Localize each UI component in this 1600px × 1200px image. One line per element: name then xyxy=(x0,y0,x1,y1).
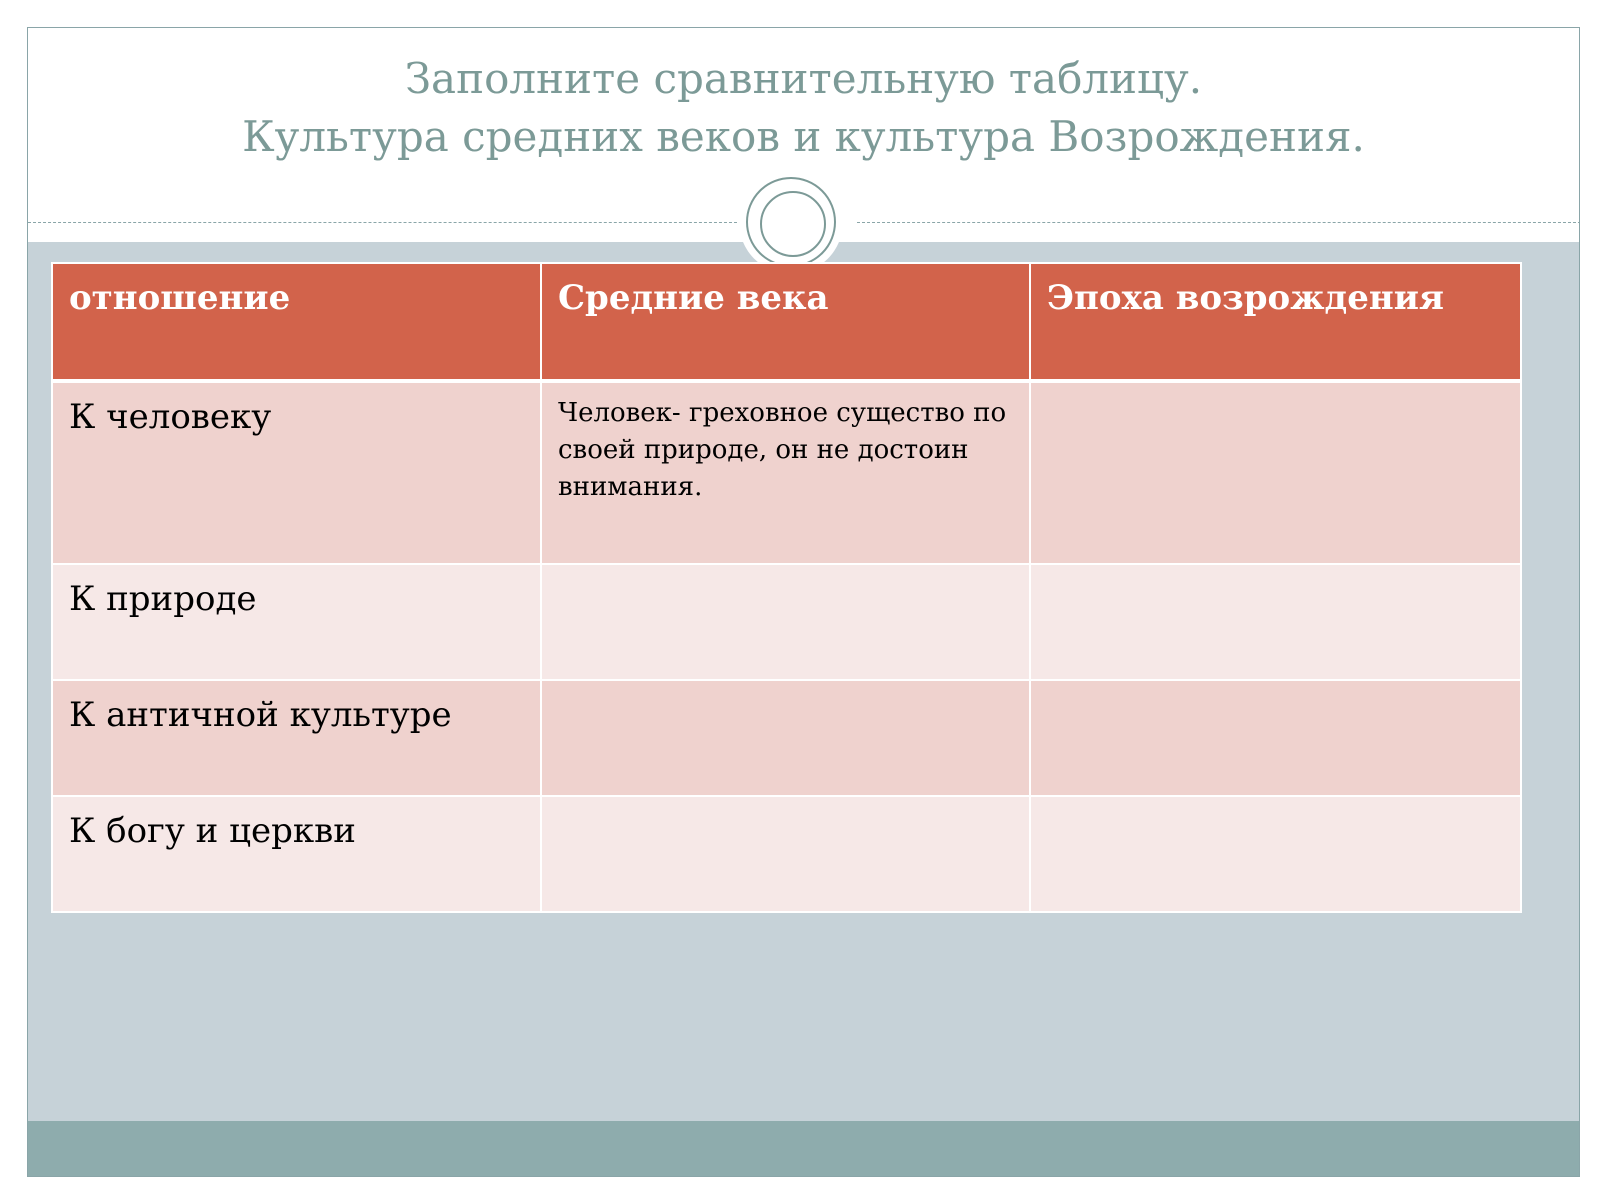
footer-bar xyxy=(28,1121,1579,1177)
header-renaissance: Эпоха возрождения xyxy=(1030,263,1521,381)
table-row xyxy=(52,680,1521,796)
cell-middle-ages-human: Человек- греховное существо по своей природе, он не достоин внимания. xyxy=(541,381,1030,564)
cell-renaissance-human xyxy=(1030,381,1521,564)
row-label-antique-culture: К античной культуре xyxy=(52,680,541,796)
table-header-row xyxy=(52,263,1521,381)
title-divider-right xyxy=(857,222,1580,223)
circle-ornament-outer xyxy=(746,177,836,267)
title-divider-left xyxy=(28,222,747,223)
cell-renaissance-god xyxy=(1030,796,1521,912)
circle-ornament-inner xyxy=(760,191,826,257)
cell-middle-ages-nature xyxy=(541,564,1030,680)
header-attitude: отношение xyxy=(52,263,541,381)
cell-renaissance-nature xyxy=(1030,564,1521,680)
cell-renaissance-antique xyxy=(1030,680,1521,796)
circle-ornament-icon xyxy=(739,170,843,274)
header-middle-ages: Средние века xyxy=(541,263,1030,381)
comparison-table xyxy=(51,262,1522,913)
row-label-human: К человеку xyxy=(52,381,541,564)
slide-title-line-2: Культура средних веков и культура Возрождения. xyxy=(242,112,1365,161)
row-label-god-church: К богу и церкви xyxy=(52,796,541,912)
slide xyxy=(27,27,1580,1177)
cell-middle-ages-god xyxy=(541,796,1030,912)
cell-middle-ages-antique xyxy=(541,680,1030,796)
slide-title-line-1: Заполните сравнительную таблицу. xyxy=(404,54,1203,103)
table-row xyxy=(52,564,1521,680)
row-label-nature: К природе xyxy=(52,564,541,680)
table-row xyxy=(52,381,1521,564)
table-row xyxy=(52,796,1521,912)
